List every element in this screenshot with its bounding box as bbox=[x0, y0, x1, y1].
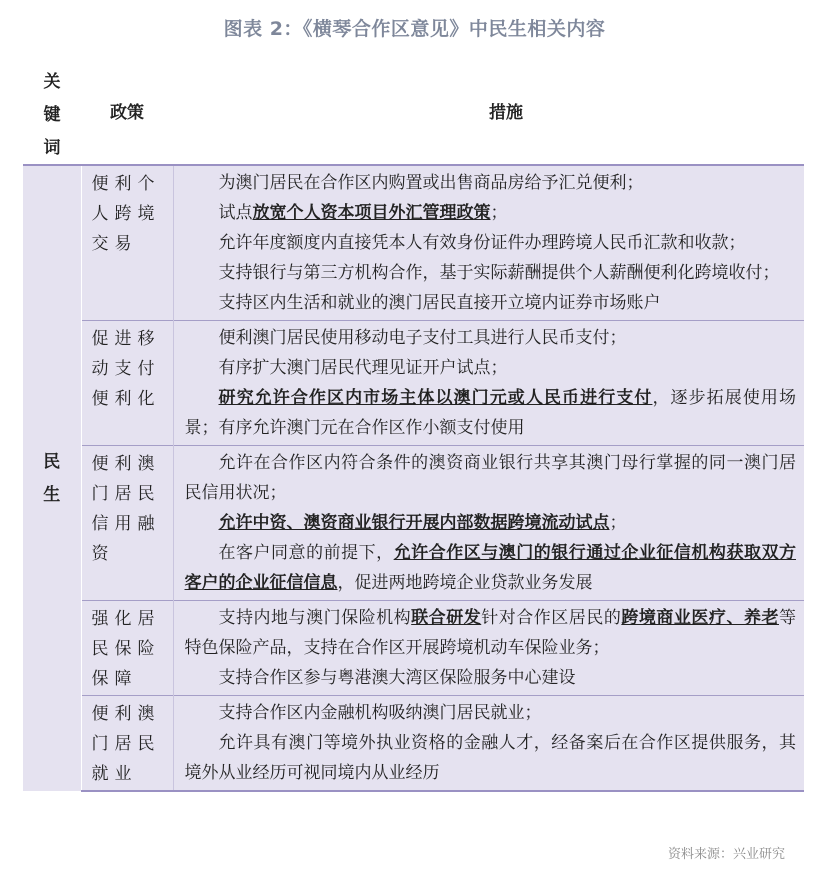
measure-text: ，促进两地跨境企业贷款业务发展 bbox=[337, 573, 593, 593]
measure-item bbox=[185, 698, 797, 728]
measures-cell bbox=[173, 321, 804, 446]
measure-item bbox=[185, 288, 797, 318]
header-measures: 措施 bbox=[489, 103, 523, 123]
measure-text: ，逐步拓展使用场景；有序允许澳门元在合作区作小额支付使用 bbox=[184, 388, 797, 438]
policy-cell: 便利澳门居民信用融资 bbox=[81, 446, 173, 601]
table-row bbox=[23, 321, 804, 446]
table-row bbox=[23, 601, 804, 696]
highlighted-text: 联合研发 bbox=[411, 608, 482, 628]
measure-item bbox=[185, 383, 797, 443]
measures-cell bbox=[173, 165, 804, 321]
measure-text: 支持合作区内金融机构吸纳澳门居民就业； bbox=[218, 703, 542, 723]
measure-text: 支持银行与第三方机构合作，基于实际薪酬提供个人薪酬便利化跨境收付； bbox=[218, 263, 780, 283]
measures-cell bbox=[173, 446, 804, 601]
highlighted-text: 研究允许合作区内市场主体以澳门元或人民币进行支付 bbox=[218, 388, 653, 408]
measure-text: 支持内地与澳门保险机构 bbox=[218, 608, 412, 628]
table-row bbox=[23, 165, 804, 321]
table-row bbox=[23, 696, 804, 792]
measure-item bbox=[185, 508, 797, 538]
header-policy: 政策 bbox=[110, 103, 144, 123]
measure-item bbox=[185, 728, 797, 788]
keyword-label: 民生 bbox=[43, 451, 61, 505]
measure-text: 支持合作区参与粤港澳大湾区保险服务中心建设 bbox=[218, 668, 576, 688]
measures-cell bbox=[173, 696, 804, 792]
measure-text: 在客户同意的前提下， bbox=[218, 543, 394, 563]
measure-item bbox=[185, 198, 797, 228]
table-row bbox=[23, 446, 804, 601]
policy-cell: 强化居民保险保障 bbox=[81, 601, 173, 696]
measure-item bbox=[185, 228, 797, 258]
highlighted-text: 允许合作区与澳门的银行通过企业征信机构获取双方客户的企业征信信息 bbox=[184, 543, 796, 593]
source-note: 资料来源：兴业研究 bbox=[667, 847, 785, 862]
policy-cell: 便利个人跨境交易 bbox=[81, 165, 173, 321]
highlighted-text: 放宽个人资本项目外汇管理政策 bbox=[252, 203, 491, 223]
measure-item bbox=[185, 353, 797, 383]
policy-cell: 促进移动支付便利化 bbox=[81, 321, 173, 446]
measure-text: ； bbox=[609, 513, 627, 533]
measure-text: 允许具有澳门等境外执业资格的金融人才，经备案后在合作区提供服务，其境外从业经历可视同境内从业经历 bbox=[184, 733, 796, 783]
policy-cell: 便利澳门居民就业 bbox=[81, 696, 173, 792]
header-keyword: 关键词 bbox=[43, 72, 61, 158]
measure-text: 有序扩大澳门居民代理见证开户试点； bbox=[218, 358, 508, 378]
measure-text: 试点 bbox=[218, 203, 253, 223]
measure-text: ； bbox=[490, 203, 508, 223]
policy-table-body bbox=[23, 165, 804, 791]
measure-item bbox=[185, 663, 797, 693]
page-title: 图表 2：《横琴合作区意见》中民生相关内容 bbox=[223, 18, 606, 40]
measure-text: 针对合作区居民的 bbox=[481, 608, 622, 628]
measure-text: 允许年度额度内直接凭本人有效身份证件办理跨境人民币汇款和收款； bbox=[218, 233, 746, 253]
highlighted-text: 跨境商业医疗、养老 bbox=[621, 608, 779, 628]
measure-text: 便利澳门居民使用移动电子支付工具进行人民币支付； bbox=[218, 328, 627, 348]
measure-item bbox=[185, 168, 797, 198]
measure-item bbox=[185, 258, 797, 288]
highlighted-text: 允许中资、澳资商业银行开展内部数据跨境流动试点 bbox=[218, 513, 610, 533]
keyword-cell bbox=[23, 165, 81, 791]
measure-text: 等特色保险产品，支持在合作区开展跨境机动车保险业务； bbox=[184, 608, 796, 658]
measure-item bbox=[185, 323, 797, 353]
measure-text: 为澳门居民在合作区内购置或出售商品房给予汇兑便利； bbox=[218, 173, 644, 193]
measures-cell bbox=[173, 601, 804, 696]
measure-item bbox=[185, 448, 797, 508]
measure-item bbox=[185, 538, 797, 598]
measure-text: 允许在合作区内符合条件的澳资商业银行共享其澳门母行掌握的同一澳门居民信用状况； bbox=[184, 453, 796, 503]
measure-item bbox=[185, 603, 797, 663]
measure-text: 支持区内生活和就业的澳门居民直接开立境内证券市场账户 bbox=[218, 293, 661, 313]
policy-table bbox=[23, 164, 804, 792]
